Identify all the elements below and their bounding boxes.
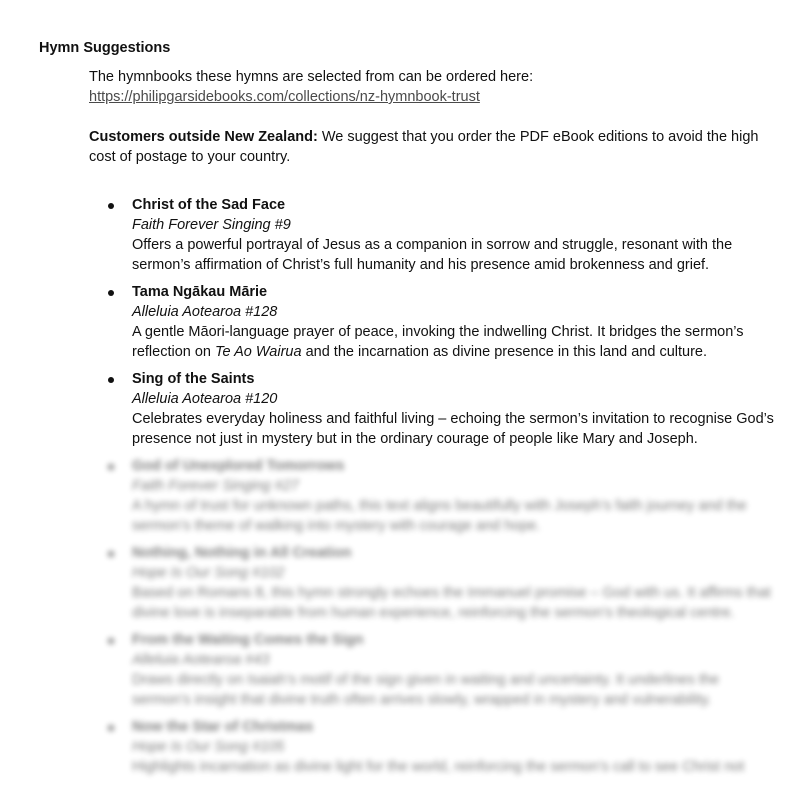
hymn-description: A hymn of trust for unknown paths, this text aligns beautifully with Joseph’s faith journey and the sermon’s theme of walking into mystery with courage and hope.	[132, 498, 747, 534]
list-item	[106, 195, 776, 275]
hymn-description-part: A gentle Māori-language prayer of peace, invoking the indwelling Christ. It bridges the sermon’s reflection on	[132, 324, 744, 360]
hymn-description-part: and the incarnation as divine presence in this land and culture.	[301, 344, 708, 360]
hymn-description: Highlights incarnation as divine light for the world, reinforcing the sermon’s call to see Christ not	[132, 759, 745, 775]
intro-paragraph	[89, 67, 779, 107]
bullet-icon	[108, 290, 114, 296]
hymn-title: Nothing, Nothing in All Creation	[132, 545, 352, 561]
bullet-icon	[108, 377, 114, 383]
hymn-description: Celebrates everyday holiness and faithful living – echoing the sermon’s invitation to recognise God’s presence not just in mystery but in the ordinary courage of people like Mary and Joseph.	[132, 411, 774, 447]
hymn-source: Faith Forever Singing #27	[132, 478, 299, 494]
hymn-source: Alleluia Aotearoa #120	[132, 391, 278, 407]
hymn-list	[106, 195, 776, 784]
hymn-title: Sing of the Saints	[132, 371, 255, 387]
customers-label: Customers outside New Zealand:	[89, 129, 318, 145]
intro-text: The hymnbooks these hymns are selected from can be ordered here:	[89, 69, 534, 85]
list-item	[106, 543, 776, 623]
list-item	[106, 282, 776, 362]
hymn-description	[132, 322, 776, 362]
bullet-icon	[108, 203, 114, 209]
hymn-title: God of Unexplored Tomorrows	[132, 458, 345, 474]
bullet-icon	[108, 464, 114, 470]
list-item	[106, 717, 776, 777]
customers-text: We suggest that you order the PDF eBook editions to avoid the high cost of postage to your country.	[89, 129, 759, 165]
hymn-description: Draws directly on Isaiah’s motif of the sign given in waiting and uncertainty. It underlines the sermon’s insight that divine truth often arrives slowly, wrapped in mystery and vulnerability.	[132, 672, 720, 708]
list-item	[106, 630, 776, 710]
hymn-description-italic: Te Ao Wairua	[215, 344, 302, 360]
page-title: Hymn Suggestions	[39, 40, 171, 56]
hymn-source: Faith Forever Singing #9	[132, 217, 291, 233]
hymn-source: Alleluia Aotearoa #43	[132, 652, 270, 668]
list-item	[106, 369, 776, 449]
hymnbook-link[interactable]: https://philipgarsidebooks.com/collections/nz-hymnbook-trust	[89, 89, 480, 105]
customers-note	[89, 127, 779, 167]
hymn-title: From the Waiting Comes the Sign	[132, 632, 364, 648]
hymn-source: Hope Is Our Song #105	[132, 739, 285, 755]
bullet-icon	[108, 638, 114, 644]
hymn-source: Alleluia Aotearoa #128	[132, 304, 278, 320]
hymn-source: Hope Is Our Song #102	[132, 565, 285, 581]
list-item	[106, 456, 776, 536]
bullet-icon	[108, 725, 114, 731]
hymn-title: Christ of the Sad Face	[132, 197, 286, 213]
hymn-description: Based on Romans 8, this hymn strongly echoes the Immanuel promise – God with us. It affirms that divine love is inseparable from human experience, reinforcing the sermon’s theological centre.	[132, 585, 771, 621]
hymn-title: Tama Ngākau Mārie	[132, 284, 268, 300]
hymn-title: Now the Star of Christmas	[132, 719, 314, 735]
hymn-description: Offers a powerful portrayal of Jesus as a companion in sorrow and struggle, resonant with the sermon’s affirmation of Christ’s full humanity and his presence amid brokenness and grief.	[132, 237, 733, 273]
bullet-icon	[108, 551, 114, 557]
